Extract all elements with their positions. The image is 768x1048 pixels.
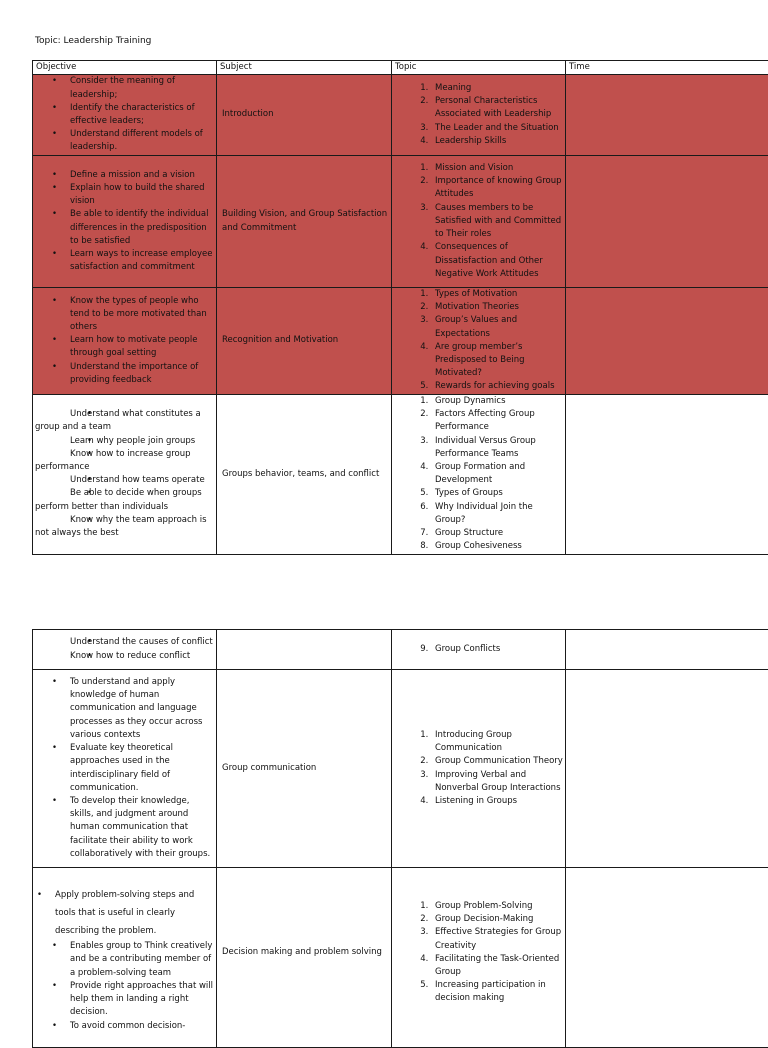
topic-item: 3. Causes members to be Satisfied with and Committed to Their roles <box>431 202 563 242</box>
subject-cell <box>217 288 392 395</box>
topic-item: 4. Facilitating the Task-Oriented Group <box>431 953 563 979</box>
objective-list <box>35 169 214 275</box>
topic-item: 8. Group Cohesiveness <box>431 540 563 553</box>
topic-cell <box>392 75 566 156</box>
objective-cell <box>33 670 217 868</box>
topic-cell <box>392 394 566 554</box>
objective-lead <box>35 886 214 940</box>
bullet-icon: • <box>37 886 42 904</box>
objective-item: • To avoid common decision- <box>35 1020 214 1033</box>
topic-item: 1. Meaning <box>431 82 563 95</box>
topic-item: 2. Group Communication Theory <box>431 755 563 768</box>
table-row <box>33 288 768 395</box>
topic-cell <box>392 630 566 670</box>
objective-item: • Know the types of people who tend to be more motivated than others <box>35 295 214 335</box>
objective-item: • Be able to identify the individual differences in the predisposition to be satisfied <box>35 208 214 248</box>
topic-list <box>394 395 563 553</box>
time-cell <box>566 394 768 554</box>
table-row <box>33 394 768 554</box>
objective-cell <box>33 75 217 156</box>
topic-item: 2. Motivation Theories <box>431 301 563 314</box>
subject-cell <box>217 394 392 554</box>
objective-item: • Provide right approaches that will help them in landing a right decision. <box>35 980 214 1020</box>
header-time: Time <box>566 61 768 75</box>
topic-item: 4. Group Formation and Development <box>431 461 563 487</box>
topic-list <box>394 288 563 394</box>
objective-item: • To develop their knowledge, skills, and judgment around human communication that facilitate their ability to work collaboratively with their groups. <box>35 795 214 861</box>
subject-text: Decision making and problem solving <box>219 946 389 959</box>
time-cell <box>566 670 768 868</box>
objective-list <box>35 408 214 540</box>
topic-item: 5. Types of Groups <box>431 487 563 500</box>
topic-item: 9. Group Conflicts <box>431 643 563 656</box>
topic-cell <box>392 156 566 288</box>
topic-item: 2. Group Decision-Making <box>431 913 563 926</box>
topic-list <box>394 162 563 281</box>
time-cell <box>566 288 768 395</box>
topic-item: 3. Effective Strategies for Group Creativity <box>431 926 563 952</box>
topic-item: 1. Group Problem-Solving <box>431 900 563 913</box>
topic-cell <box>392 868 566 1048</box>
objective-cell <box>33 288 217 395</box>
objective-lead-text: Apply problem-solving steps and tools that is useful in clearly describing the problem. <box>55 890 194 936</box>
time-cell <box>566 156 768 288</box>
subject-cell <box>217 156 392 288</box>
time-cell <box>566 75 768 156</box>
topic-item: 1. Types of Motivation <box>431 288 563 301</box>
objective-list <box>35 636 214 662</box>
topic-item: 4. Leadership Skills <box>431 135 563 148</box>
table-row <box>33 868 768 1048</box>
objective-item: • Consider the meaning of leadership; <box>35 75 214 101</box>
topic-item: 1. Mission and Vision <box>431 162 563 175</box>
topic-cell <box>392 670 566 868</box>
header-subject: Subject <box>217 61 392 75</box>
objective-item: • Explain how to build the shared vision <box>35 182 214 208</box>
header-topic: Topic <box>392 61 566 75</box>
table-row <box>33 630 768 670</box>
topic-list <box>394 82 563 148</box>
topic-item: 2. Personal Characteristics Associated with Leadership <box>431 95 563 121</box>
objective-item: • Understand the causes of conflict <box>35 636 214 649</box>
training-table-2 <box>32 629 768 1048</box>
topic-item: 2. Factors Affecting Group Performance <box>431 408 563 434</box>
topic-item: 7. Group Structure <box>431 527 563 540</box>
objective-item: • Understand the importance of providing feedback <box>35 361 214 387</box>
objective-item: • Know how to reduce conflict <box>35 650 214 663</box>
topic-list <box>394 729 563 808</box>
topic-item: 4. Consequences of Dissatisfaction and Other Negative Work Attitudes <box>431 241 563 281</box>
subject-text: Introduction <box>219 108 389 121</box>
topic-item: 3. Improving Verbal and Nonverbal Group Interactions <box>431 769 563 795</box>
header-objective: Objective <box>33 61 217 75</box>
objective-cell <box>33 630 217 670</box>
objective-cell <box>33 394 217 554</box>
objective-item: • Be able to decide when groups perform better than individuals <box>35 487 214 513</box>
training-table-1 <box>32 60 768 555</box>
topic-item: 5. Increasing participation in decision making <box>431 979 563 1005</box>
objective-item: • Know why the team approach is not always the best <box>35 514 214 540</box>
table-header-row <box>33 61 768 75</box>
document-title: Topic: Leadership Training <box>35 35 151 48</box>
objective-item: • Identify the characteristics of effective leaders; <box>35 102 214 128</box>
objective-item: • Understand how teams operate <box>35 474 214 487</box>
objective-item: • Learn how to motivate people through goal setting <box>35 334 214 360</box>
topic-list <box>394 643 563 656</box>
objective-cell <box>33 868 217 1048</box>
topic-item: 4. Are group member’s Predisposed to Being Motivated? <box>431 341 563 381</box>
objective-item: • Learn why people join groups <box>35 435 214 448</box>
topic-item: 1. Group Dynamics <box>431 395 563 408</box>
subject-text: Recognition and Motivation <box>219 334 389 347</box>
subject-text: Groups behavior, teams, and conflict <box>219 468 389 481</box>
objective-item: • Understand what constitutes a group and a team <box>35 408 214 434</box>
objective-item: • Evaluate key theoretical approaches used in the interdisciplinary field of communication. <box>35 742 214 795</box>
objective-list <box>35 295 214 387</box>
topic-item: 3. Individual Versus Group Performance Teams <box>431 435 563 461</box>
objective-item: • To understand and apply knowledge of human communication and language processes as they occur across various contexts <box>35 676 214 742</box>
topic-item: 5. Rewards for achieving goals <box>431 380 563 393</box>
subject-cell <box>217 868 392 1048</box>
objective-item: • Understand different models of leadership. <box>35 128 214 154</box>
topic-item: 4. Listening in Groups <box>431 795 563 808</box>
topic-item: 2. Importance of knowing Group Attitudes <box>431 175 563 201</box>
topic-list <box>394 900 563 1006</box>
objective-item: • Learn ways to increase employee satisfaction and commitment <box>35 248 214 274</box>
subject-text: Group communication <box>219 762 389 775</box>
topic-item: 1. Introducing Group Communication <box>431 729 563 755</box>
table-row <box>33 670 768 868</box>
topic-item: 3. Group’s Values and Expectations <box>431 314 563 340</box>
objective-list <box>35 676 214 861</box>
subject-cell <box>217 670 392 868</box>
subject-text: Building Vision, and Group Satisfaction and Commitment <box>219 208 389 234</box>
objective-list <box>35 75 214 154</box>
objective-item: • Know how to increase group performance <box>35 448 214 474</box>
objective-list <box>35 940 214 1032</box>
subject-cell <box>217 630 392 670</box>
topic-cell <box>392 288 566 395</box>
objective-item: • Enables group to Think creatively and be a contributing member of a problem-solving team <box>35 940 214 980</box>
objective-item: • Define a mission and a vision <box>35 169 214 182</box>
topic-item: 3. The Leader and the Situation <box>431 122 563 135</box>
topic-item: 6. Why Individual Join the Group? <box>431 501 563 527</box>
table-row <box>33 75 768 156</box>
objective-cell <box>33 156 217 288</box>
time-cell <box>566 630 768 670</box>
time-cell <box>566 868 768 1048</box>
subject-cell <box>217 75 392 156</box>
table-row <box>33 156 768 288</box>
